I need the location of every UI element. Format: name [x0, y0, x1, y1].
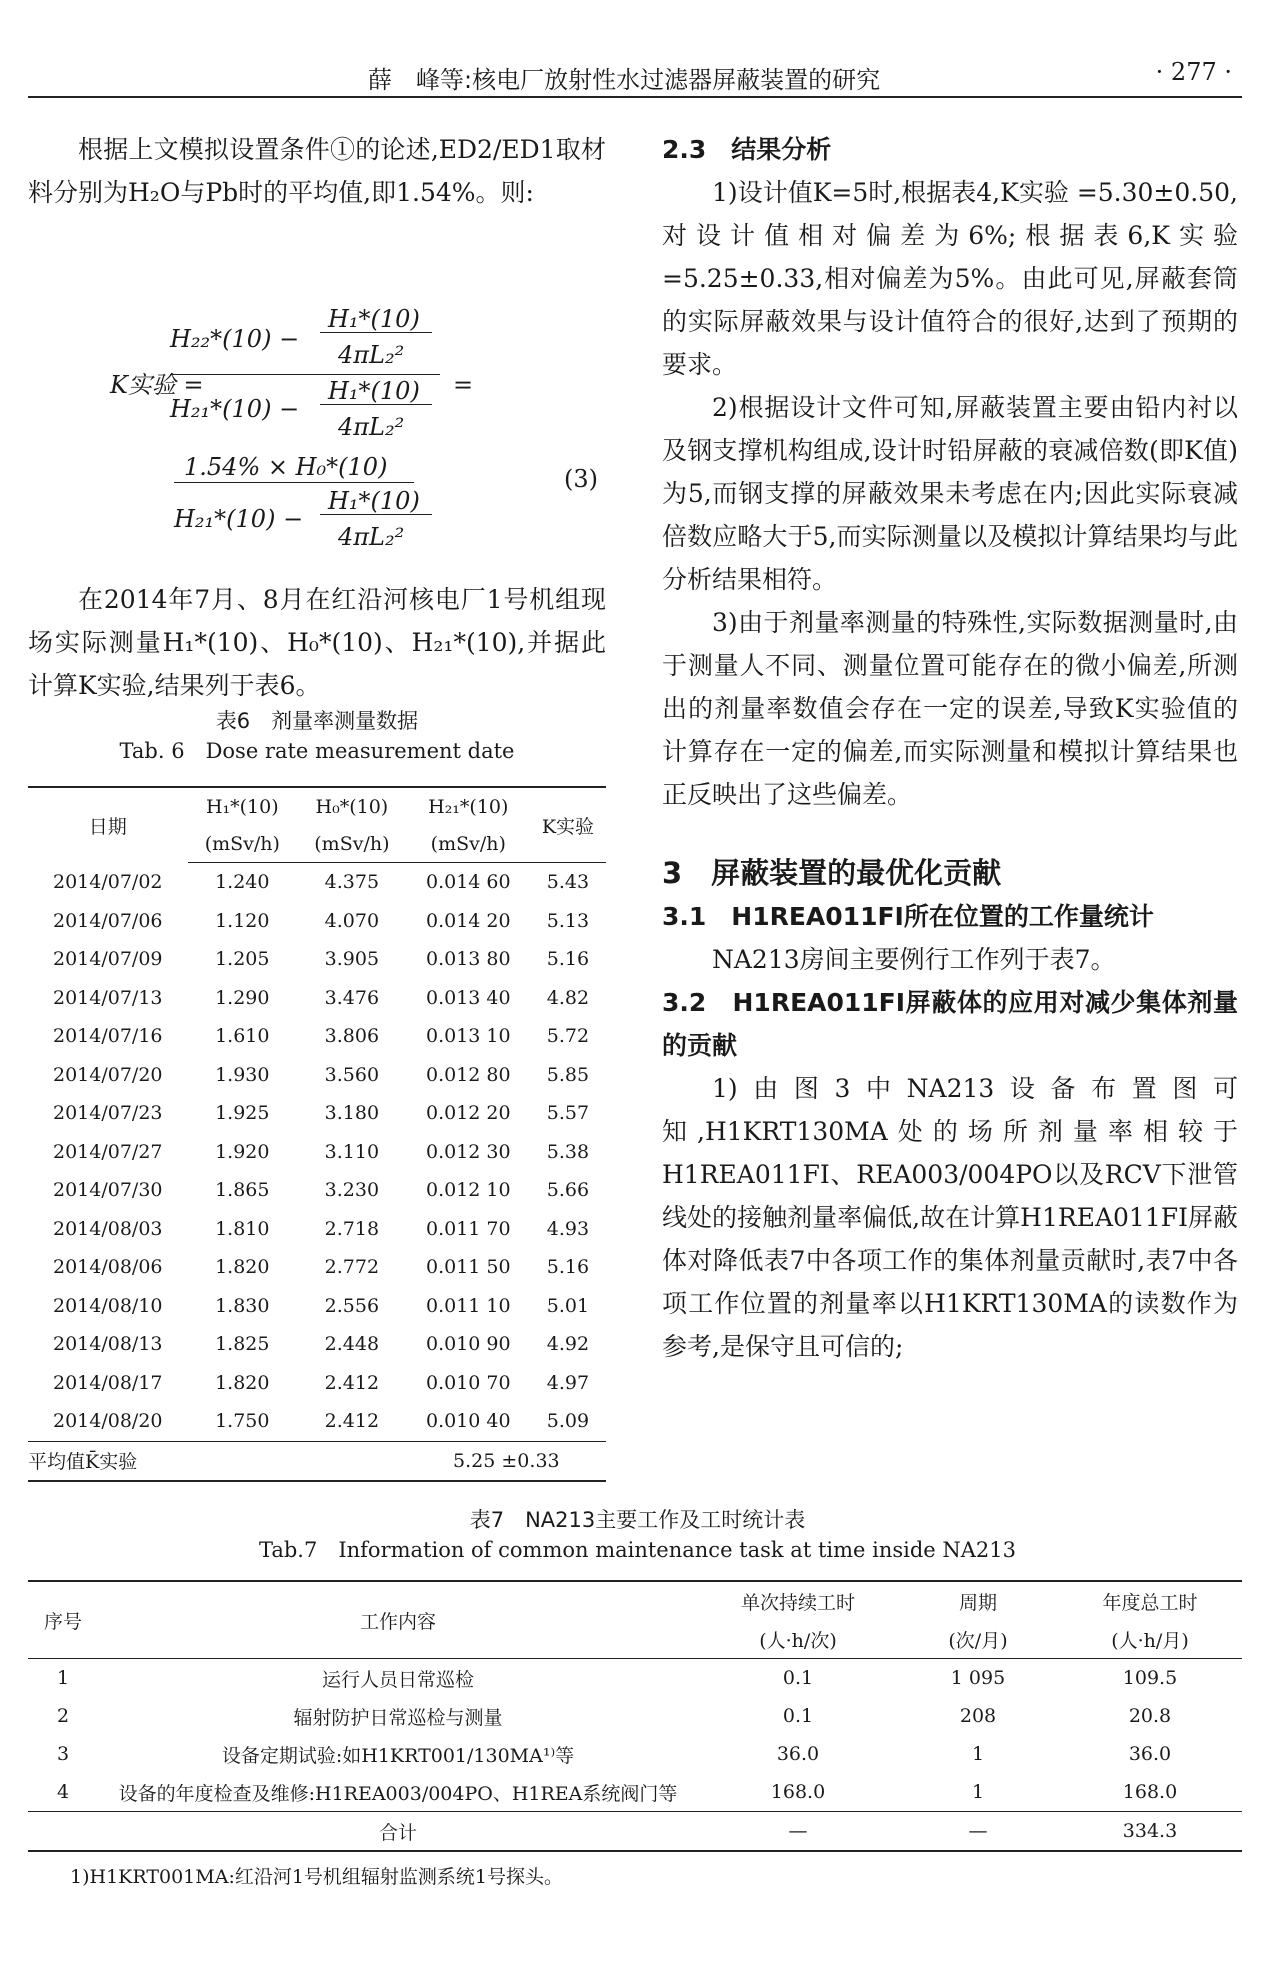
table6-footer-label: 平均值K̄实验: [28, 1441, 188, 1481]
table6-cell: 1.240: [215, 871, 270, 894]
section-heading: 2.3 结果分析: [662, 135, 832, 164]
table6-cell: 2014/07/27: [53, 1140, 163, 1163]
subsection-heading: 3.1 H1REA011FI所在位置的工作量统计: [662, 902, 1154, 931]
table6-cell: 2014/08/10: [53, 1294, 163, 1317]
footnote: 1)H1KRT001MA:红沿河1号机组辐射监测系统1号探头。: [70, 1866, 564, 1888]
table7-cell: 0.1: [782, 1667, 814, 1689]
table6-cell: 5.72: [546, 1025, 590, 1048]
table6-cell: 5.01: [546, 1294, 590, 1317]
formula-den2: H₂₁*(10) −: [174, 505, 304, 533]
table6-cell: 0.010 90: [425, 1333, 511, 1356]
table6-cell: 2.412: [324, 1410, 380, 1433]
table6-cell: 5.66: [546, 1179, 590, 1202]
table6-header-k: K实验: [530, 787, 606, 863]
table6-row: [28, 1364, 606, 1403]
formula-den2-frac-num: H₁*(10): [328, 487, 420, 515]
table7-unit: (人·h/月): [1058, 1620, 1242, 1659]
table6-cell: 3.476: [324, 986, 380, 1009]
table6-unit: (mSv/h): [407, 825, 530, 863]
table6-cell: 5.43: [546, 871, 590, 894]
table6-cell: 2014/07/20: [53, 1063, 163, 1086]
table6-cell: 0.011 10: [425, 1294, 511, 1317]
table6-unit: (mSv/h): [188, 825, 298, 863]
table7-cell: 1: [971, 1781, 985, 1803]
table6-cell: 2014/08/03: [53, 1217, 163, 1240]
table6-cell: 2014/07/30: [53, 1179, 163, 1202]
table7-cell: 36.0: [1128, 1743, 1172, 1765]
table6-cell: 0.011 70: [425, 1217, 511, 1240]
table6-cell: 0.013 10: [425, 1025, 511, 1048]
table6-cell: 5.13: [546, 909, 590, 932]
table6-cell: 0.014 60: [425, 871, 511, 894]
formula-num2: 1.54% × H₀*(10): [184, 453, 388, 481]
table7-header-period: 周期: [898, 1581, 1058, 1620]
table7-cell: 2: [56, 1705, 70, 1727]
table6-cell: 1.120: [215, 909, 270, 932]
table7-cell: 109.5: [1122, 1667, 1178, 1689]
table6-cell: 0.012 30: [425, 1140, 511, 1163]
table6-cell: 4.97: [546, 1371, 590, 1394]
table7-header-annual: 年度总工时: [1058, 1581, 1242, 1620]
table6-cell: 3.806: [324, 1025, 380, 1048]
table6-cell: 2.412: [324, 1371, 380, 1394]
table6-row: [28, 1325, 606, 1364]
table6-cell: 1.750: [215, 1410, 270, 1433]
formula-lhs: K实验 =: [110, 371, 204, 399]
table6-caption: [28, 706, 606, 766]
table7-unit: (人·h/次): [698, 1620, 898, 1659]
table7-row: [28, 1659, 1242, 1698]
table6-cell: 1.865: [215, 1179, 270, 1202]
table6-cell: 1.930: [215, 1063, 270, 1086]
table6-caption-cn: 表6 剂量率测量数据: [215, 709, 419, 733]
table6-row: [28, 1287, 606, 1326]
paragraph: 1)设计值K=5时,根据表4,K实验 =5.30±0.50,对设计值相对偏差为6%;根据表6,K实验 =5.25±0.33,相对偏差为5%。由此可见,屏蔽套筒的实际屏蔽效果与设计值符合的很好,达到了预期的要求。: [662, 178, 1238, 379]
running-header: [28, 36, 1242, 98]
table7-sum-cell: 334.3: [1058, 1812, 1242, 1852]
table6-cell: 3.110: [324, 1140, 380, 1163]
fraction-bar: [320, 404, 432, 405]
table6-cell: 1.820: [215, 1256, 270, 1279]
table6-cell: 4.82: [546, 986, 590, 1009]
table7-row: [28, 1735, 1242, 1773]
table6-cell: 1.610: [215, 1025, 270, 1048]
table6-cell: 2014/07/06: [53, 909, 163, 932]
table6-unit: (mSv/h): [297, 825, 407, 863]
table6-cell: 4.93: [546, 1217, 590, 1240]
table7-cell: 辐射防护日常巡检与测量: [293, 1706, 503, 1729]
table6-cell: 3.180: [324, 1102, 380, 1125]
fraction-bar: [320, 332, 432, 333]
left-column: [28, 128, 606, 707]
table6-row: [28, 940, 606, 979]
formula-num1: H₂₂*(10) −: [170, 325, 300, 353]
formula-den1: H₂₁*(10) −: [170, 395, 300, 423]
table7-unit: (次/月): [898, 1620, 1058, 1659]
table6-cell: 5.09: [546, 1410, 590, 1433]
table6-cell: 0.010 40: [425, 1410, 511, 1433]
formula-num1-frac-den: 4πL₂²: [338, 341, 405, 369]
table6-cell: 0.012 10: [425, 1179, 511, 1202]
table6-cell: 5.38: [546, 1140, 590, 1163]
table6-header-h1: H₁*(10): [188, 787, 298, 825]
paragraph: 1)由图3中NA213设备布置图可知,H1KRT130MA处的场所剂量率相较于H1REA011FI、REA003/004PO以及RCV下泄管线处的接触剂量率偏低,故在计算H1REA011FI屏蔽体对降低表7中各项工作的集体剂量贡献时,表7中各项工作位置的剂量率以H1KRT130MA的读数作为参考,是保守且可信的;: [662, 1074, 1238, 1361]
table6-cell: 5.16: [546, 1256, 590, 1279]
paragraph: 根据上文模拟设置条件①的论述,ED2/ED1取材料分别为H₂O与Pb时的平均值,即1.54%。则:: [28, 135, 606, 207]
table6-cell: 0.013 40: [425, 986, 511, 1009]
formula-den2-frac-den: 4πL₂²: [338, 523, 405, 551]
table7-cell: 0.1: [782, 1705, 814, 1727]
table6-cell: 1.920: [215, 1140, 270, 1163]
paragraph: 3)由于剂量率测量的特殊性,实际数据测量时,由于测量人不同、测量位置可能存在的微小偏差,所测出的剂量率数值会存在一定的误差,导致K实验值的计算存在一定的偏差,而实际测量和模拟计算结果也正反映出了这些偏差。: [662, 608, 1238, 809]
table7-sum-cell: —: [898, 1812, 1058, 1852]
table7-cell: 1: [971, 1743, 985, 1765]
table7-header-duration: 单次持续工时: [698, 1581, 898, 1620]
table6-cell: 1.825: [215, 1333, 270, 1356]
table7-cell: 36.0: [776, 1743, 820, 1765]
table7-cell: 设备定期试验:如H1KRT001/130MA¹⁾等: [221, 1744, 575, 1767]
table7-cell: 168.0: [770, 1781, 826, 1803]
table7-caption: [0, 1505, 1275, 1565]
table6-row: [28, 1094, 606, 1133]
formula-equals: =: [453, 371, 474, 399]
table7-row: [28, 1697, 1242, 1735]
table7-cell: 设备的年度检查及维修:H1REA003/004PO、H1REA系统阀门等: [118, 1782, 678, 1805]
table6-row: [28, 1056, 606, 1095]
equation-number: (3): [564, 465, 598, 493]
table6-cell: 2014/08/13: [53, 1333, 163, 1356]
table6-row: [28, 902, 606, 941]
fraction-bar: [320, 514, 432, 515]
table6-cell: 0.011 50: [425, 1256, 511, 1279]
table6-cell: 2.772: [324, 1256, 380, 1279]
table6-cell: 4.375: [324, 871, 380, 894]
table6-cell: 2014/07/13: [53, 986, 163, 1009]
table6-cell: 0.012 20: [425, 1102, 511, 1125]
table6-cell: 0.012 80: [425, 1063, 511, 1086]
table6-cell: 0.010 70: [425, 1371, 511, 1394]
table6-cell: 0.013 80: [425, 948, 511, 971]
table7-caption-en: Tab.7 Information of common maintenance task at time inside NA213: [258, 1538, 1017, 1562]
subsection-heading: 3.2 H1REA011FI屏蔽体的应用对减少集体剂量的贡献: [662, 988, 1238, 1060]
table6-cell: 3.560: [324, 1063, 380, 1086]
paragraph: 在2014年7月、8月在红沿河核电厂1号机组现场实际测量H₁*(10)、H₀*(10)、H₂₁*(10),并据此计算K实验,结果列于表6。: [28, 585, 606, 700]
table6-cell: 2.718: [324, 1217, 380, 1240]
table7-sum-cell: —: [698, 1812, 898, 1852]
table7-caption-cn: 表7 NA213主要工作及工时统计表: [469, 1508, 806, 1532]
table7-cell: 运行人员日常巡检: [321, 1668, 474, 1691]
table6-cell: 1.830: [215, 1294, 270, 1317]
table6-row: [28, 979, 606, 1018]
table6-cell: 3.230: [324, 1179, 380, 1202]
table6-row: [28, 1248, 606, 1287]
table6-cell: 1.925: [215, 1102, 270, 1125]
paragraph: NA213房间主要例行工作列于表7。: [712, 945, 1116, 974]
table7-cell: 208: [959, 1705, 997, 1727]
table6-cell: 4.070: [324, 909, 380, 932]
formula-num1-frac-num: H₁*(10): [328, 305, 420, 333]
table7: [28, 1580, 1242, 1852]
table6-cell: 2014/08/06: [53, 1256, 163, 1279]
table6-cell: 5.57: [546, 1102, 590, 1125]
table6-caption-en: Tab. 6 Dose rate measurement date: [119, 739, 515, 763]
table6-cell: 5.85: [546, 1063, 590, 1086]
table7-cell: 3: [56, 1743, 70, 1765]
table6-cell: 1.205: [215, 948, 270, 971]
table6-cell: 1.810: [215, 1217, 270, 1240]
section-heading: 3 屏蔽装置的最优化贡献: [662, 856, 1002, 890]
table6-header-date: 日期: [28, 787, 188, 863]
table6-cell: 2.448: [324, 1333, 380, 1356]
table6-row: [28, 1402, 606, 1441]
table6-cell: 2014/08/20: [53, 1410, 163, 1433]
page-number: · 277 ·: [1155, 58, 1232, 86]
table6-row: [28, 1210, 606, 1249]
equation-3: [28, 214, 606, 584]
table7-row: [28, 1773, 1242, 1812]
table6-cell: 1.820: [215, 1371, 270, 1394]
table6-row: [28, 1171, 606, 1210]
table6-cell: 5.16: [546, 948, 590, 971]
table6-cell: 2014/07/02: [53, 871, 163, 893]
table6: [28, 786, 606, 1482]
formula-den1-frac-den: 4πL₂²: [338, 413, 405, 441]
table6-row: [28, 1017, 606, 1056]
table7-cell: 1 095: [950, 1667, 1006, 1689]
running-title: 薛 峰等:核电厂放射性水过滤器屏蔽装置的研究: [368, 66, 881, 94]
formula-den1-frac-num: H₁*(10): [328, 377, 420, 405]
table6-cell: 1.290: [215, 986, 270, 1009]
paragraph: 2)根据设计文件可知,屏蔽装置主要由铅内衬以及钢支撑机构组成,设计时铅屏蔽的衰减倍数(即K值)为5,而钢支撑的屏蔽效果未考虑在内;因此实际衰减倍数应略大于5,而实际测量以及模拟计算结果均与此分析结果相符。: [662, 393, 1238, 594]
table7-cell: 4: [56, 1781, 70, 1803]
table6-cell: 2014/07/09: [53, 948, 163, 971]
table7-header-index: 序号: [28, 1581, 98, 1659]
table6-cell: 2014/07/16: [53, 1025, 163, 1048]
table6-cell: 2.556: [324, 1294, 380, 1317]
table7-sum-label: 合计: [98, 1812, 698, 1852]
table6-row: [28, 863, 606, 902]
table7-cell: 168.0: [1122, 1781, 1178, 1803]
right-column: [662, 128, 1238, 1368]
table6-cell: 4.92: [546, 1333, 590, 1356]
table6-cell: 3.905: [324, 948, 380, 971]
table7-cell: 1: [56, 1667, 70, 1689]
table6-row: [28, 1133, 606, 1172]
table6-header-h0: H₀*(10): [297, 787, 407, 825]
table6-cell: 2014/08/17: [53, 1371, 163, 1394]
table6-cell: 0.014 20: [425, 909, 511, 932]
table6-header-h21: H₂₁*(10): [407, 787, 530, 825]
table7-header-task: 工作内容: [98, 1581, 698, 1659]
table6-cell: 2014/07/23: [53, 1102, 163, 1125]
table7-cell: 20.8: [1128, 1705, 1172, 1727]
table6-footer-value: 5.25 ±0.33: [407, 1441, 606, 1481]
